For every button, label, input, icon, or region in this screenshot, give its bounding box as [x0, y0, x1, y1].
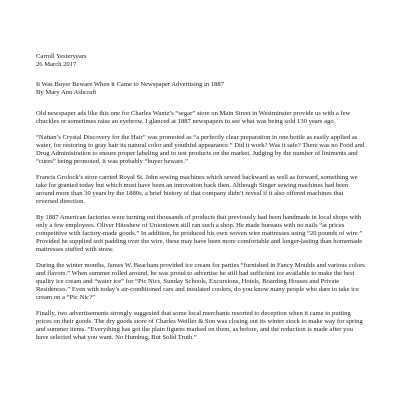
paragraph-deception: Finally, two advertisements strongly suggested that some local merchants resorted to deception when it came to putting prices on their goods. The dry goods store of Charles Weiller & Son was closing out its winter stock to make way for spring and summer items. “Everything has got the plain figures marked on them, as before, and the reduction is made after you have selected what you want. No Humbug, But Solid Truth.” — [36, 309, 363, 342]
paragraph-ice-cream: During the winter months, James W. Beacham provided ice cream for parties “furnished in Fancy Moulds and various colors and flavors.” When summer rolled around, he was proud to advertise he still had sufficient ice available to make the best quality ice cream and “water ice” for “Pic Nics, Sunday Schools, Excursions, Hotels, Boarding Houses and Private Residences.” Even with today’s air-conditioned cars and insulated coolers, do you know many people who dare to take ice cream on a “Pic Nic?” — [36, 261, 365, 302]
publication-name: Carroll Yesteryears — [36, 53, 87, 60]
article-byline: By Mary Ann Ashcraft — [36, 89, 97, 97]
paragraph-factories: By 1887 American factories were turning out thousands of products that previously had been handmade in local shops with only a few employees. Oliver Hiteshew of Uniontown still ran such a shop. He made bureaus with no nails “at prices competitive with factory-made goods.” In addition, he produced his own woven wire mattresses using “20 pounds of wire.” Provided he supplied soft padding over the wire, these may have been more comfortable and longer-lasting than homemade mattresses stuffed with straw. — [36, 213, 363, 254]
paragraph-sewing-machines: Francis Grolock’s store carried Royal St. John sewing machines which sewed backward as well as forward, something we take for granted today but which must have been an innovation back then. Although Singer sewing machines had been around more than 30 years by the 1880s, a brief history of that company didn’t reveal if it also offered machines that reversed direction. — [36, 173, 358, 206]
article-title: It Was Buyer Beware When it Came to Newspaper Advertising in 1887 — [36, 81, 225, 88]
article-body — [36, 110, 366, 350]
publication-date: 26 March 2017 — [36, 61, 77, 69]
document-header — [36, 53, 366, 69]
paragraph-hair-discovery: “Nattan’s Crystal Discovery for the Hair” was promoted as “a perfectly clear preparation in one bottle as easily applied as water, for restoring to gray hair its natural color and youthful appearance.” Did it work? Was it safe? There was no Food and Drug Administration to ensure proper labeling and to test products on the market. Judging by the number of liniments and “cures” being promoted, it was probably “buyer beware.” — [36, 133, 365, 166]
article-heading — [36, 81, 366, 97]
paragraph-intro: Old newspaper ads like this one for Charles Wantz’s “segar” store on Main Street in Westminster provide us with a few chuckles or sometimes raise an eyebrow. I glanced at 1887 newspapers to see what was being sold 130 years ago. — [36, 110, 351, 126]
